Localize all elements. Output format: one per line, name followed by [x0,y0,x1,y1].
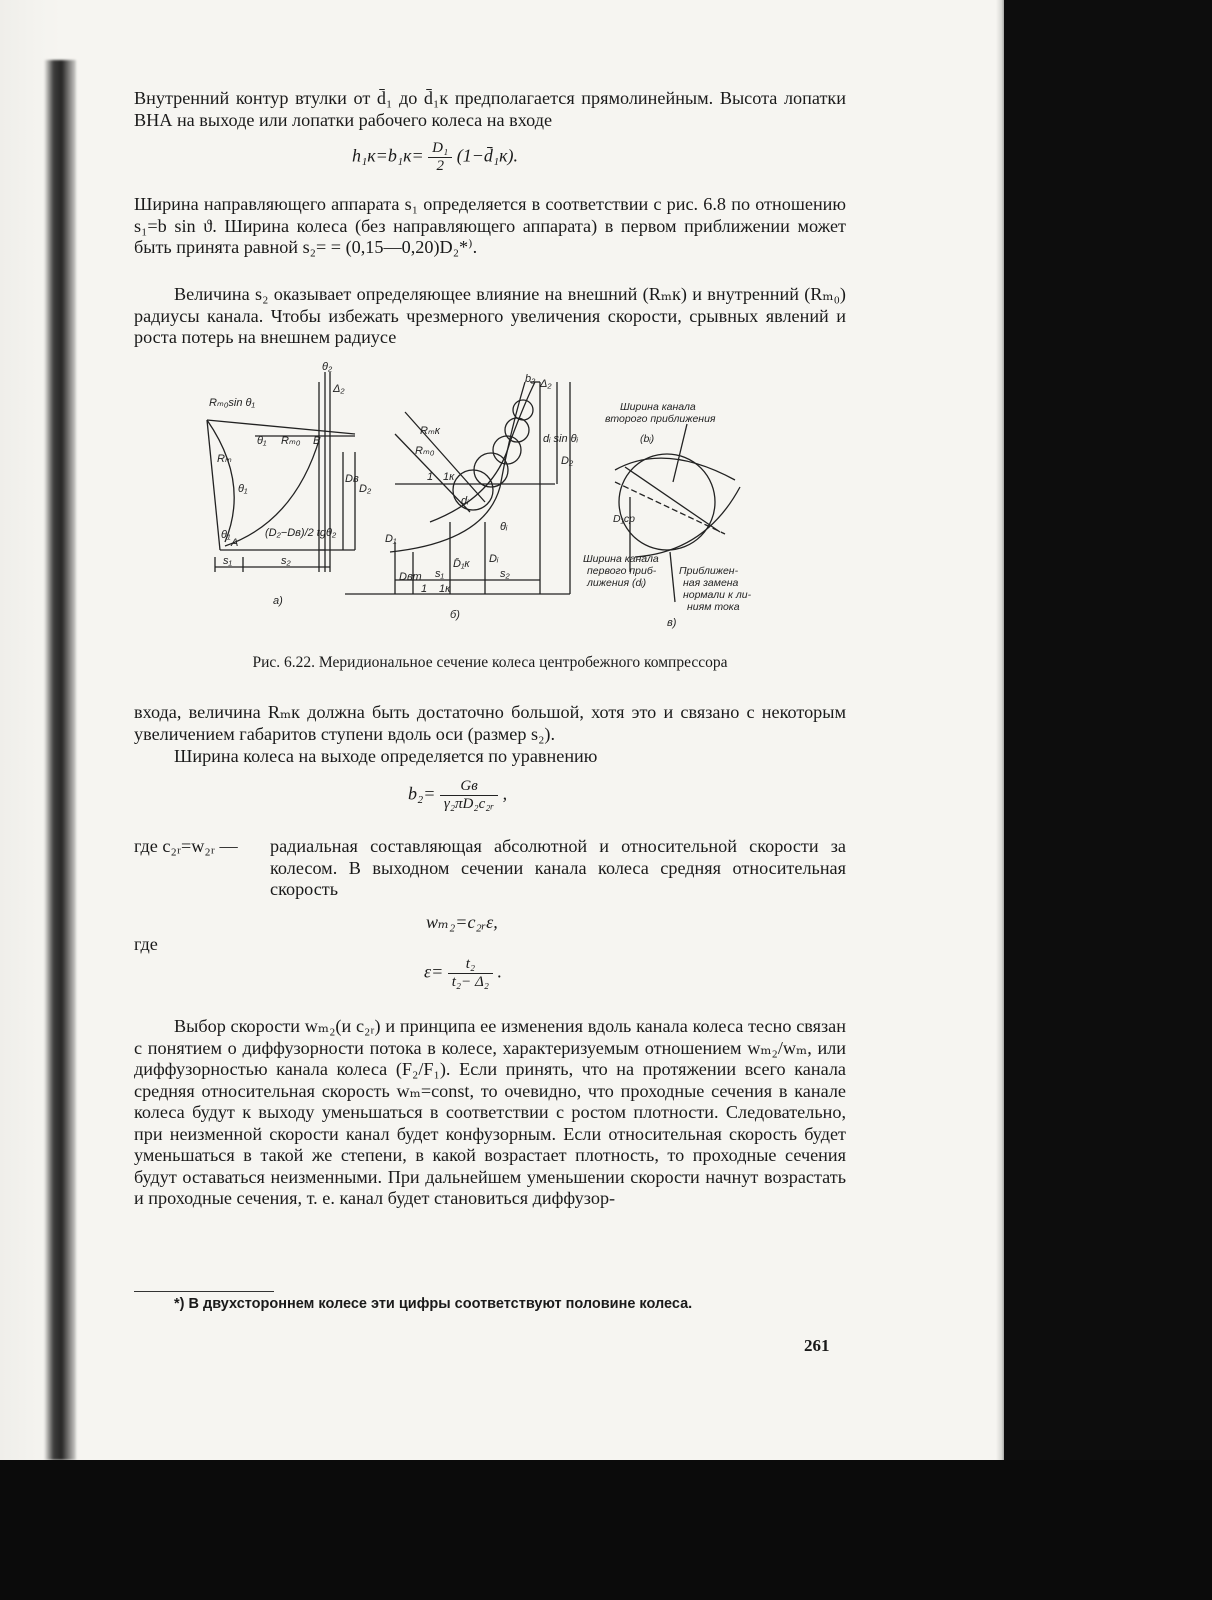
where-lead-2: где [134,934,158,954]
footnote-rule [134,1291,274,1292]
formula-outlet-width-fraction [440,778,498,813]
page-number: 261 [804,1336,830,1355]
scan-background-right [1004,0,1212,1600]
paragraph-2: Ширина направляющего аппарата s₁ определяется в соответствии с рис. 6.8 по отношению s₁=b sin ϑ. Ширина колеса (без направляющего аппарата) в первом приближении может быть принята равной s₂= = (0,15—0,20)D₂*⁾. [134,194,846,257]
fig-a-label-dv: Dв [345,473,359,485]
fig-b-label-dii: Dᵢ [489,553,499,565]
paragraph-5: Ширина колеса на выходе определяется по уравнению [174,746,598,766]
fig-b-label-1k: 1к [443,471,455,483]
formula-outlet-width-numerator: Gв [440,778,498,796]
fig-b-label-di: dᵢ [461,495,469,507]
formula-epsilon-lhs: ε= [424,961,444,982]
fig-b-label-d1: D₁ [385,533,397,545]
fig-a-label-theta2-top: θ₂ [322,362,333,373]
fig-b-label-1: 1 [427,471,434,483]
fig-a-label-s1: s₁ [223,555,232,567]
fig-b-label-delta2: Δ₂ [540,378,552,390]
fig-a-label-b: B [313,435,321,447]
fig-b-label-d1k: D̄₁к [453,558,470,570]
scan-background-bottom [0,1460,1212,1600]
fig-b-label-di-sin: dᵢ sin θᵢ [543,433,578,445]
fig-b-label-1k-bottom: 1к [439,583,451,595]
fig-b-label-thetai: θᵢ [500,521,508,533]
paragraph-6: Выбор скорости wₘ₂(и c₂ᵣ) и принципа ее изменения вдоль канала колеса тесно связан с понятием о диффузорности потока в колесе, характеризуемым отношением wₘ₂/wₘ, или диффузорностью канала колеса (F₂/F₁). Если принять, что на протяжении всего канала средняя относительная скорость wₘ=const, то очевидно, что проходные сечения в канале колеса будут к выходу уменьшаться в соответствии с ростом плотности. Следовательно, при неизменной скорости канал будет конфузорным. Если относительная скорость будет уменьшаться в такой же степени, в какой возрастает плотность, то проходные сечения будут оставаться неизменными. При дальнейшем уменьшении скорости начнут возрастать и проходные сечения, т. е. канал будет становиться диффузор- [134,1016,846,1208]
fig-a-label-tan: (D₂−Dв)/2 tgθ₂ [265,527,337,539]
fig-a-label-rm: Rₘ [217,453,232,465]
formula-height-lhs: h₁к=b₁к= [352,145,424,166]
fig-a-label-theta1-mid: θ₁ [238,483,248,495]
formula-outlet-width [408,778,507,813]
formula-height [352,140,518,175]
fig-a-label-rm0-sin: Rₘ₀sin θ₁ [209,397,255,409]
formula-epsilon-fraction [448,956,493,991]
paragraph-1: Внутренний контур втулки от d̄₁ до d̄₁к предполагается прямолинейным. Высота лопатки ВНА на выходе или лопатки рабочего колеса на входе [134,88,846,130]
where-lead-1: где c₂ᵣ=w₂ᵣ — [134,836,238,856]
fig-a-label-theta1-low: θ₁ [221,529,231,541]
formula-height-fraction [428,140,452,175]
fig-c-label-d1cp: D₁ср [613,513,635,525]
fig-b-label-b2: b₂ [525,373,536,385]
fig-c-label-right: Приближен- ная замена нормали к ли- ниям тока [679,565,752,613]
fig-c-label-top-var: (bᵢ) [640,433,655,445]
where-body-1: радиальная составляющая абсолютной и относительной скорости за колесом. В выходном сечении канала колеса средняя относительная скорость [270,836,846,899]
fig-a-label-theta1-top: θ₁ [257,435,267,447]
fig-b-label-d2: D₂ [561,455,574,467]
fig-b-label-s2: s₂ [500,568,510,580]
book-binding-shadow [44,60,76,1460]
figure-caption: Рис. 6.22. Меридиональное сечение колеса центробежного компрессора [252,654,728,671]
formula-outlet-width-denominator: γ₂πD₂c₂ᵣ [443,796,495,812]
fig-a-sublabel: а) [273,595,283,607]
formula-outlet-width-lhs: b₂= [408,783,436,804]
fig-c-sublabel: в) [667,617,677,629]
formula-outlet-width-rhs: , [502,783,508,804]
formula-mean-velocity: wₘ₂=c₂ᵣε, [426,912,498,932]
fig-a-label-d2: D₂ [359,483,372,495]
fig-c-label-top: Ширина канала второго приближения [605,401,716,425]
fig-c-label-left: Ширина канала первого приб- лижения (dᵢ) [583,553,659,589]
footnote: *) В двухстороннем колесе эти цифры соответствуют половине колеса. [174,1296,693,1312]
fig-b-label-s1: s₁ [435,568,444,580]
formula-height-rhs: (1−d̄₁к). [456,145,519,166]
formula-height-numerator: D₁ [428,140,452,158]
fig-a-label-s2: s₂ [281,555,291,567]
paragraph-4: входа, величина Rₘк должна быть достаточно большой, хотя это и связано с некоторым увеличением габаритов ступени вдоль оси (размер s₂). [134,702,846,744]
fig-b-label-rmk: Rₘк [420,425,440,437]
fig-a-label-a: A [231,537,239,549]
fig-b-label-rm0: Rₘ₀ [415,445,435,457]
formula-epsilon [424,956,502,991]
formula-epsilon-numerator: t₂ [448,956,493,974]
figure-6-22 [195,362,780,652]
paragraph-3: Величина s₂ оказывает определяющее влияние на внешний (Rₘк) и внутренний (Rₘ₀) радиусы канала. Чтобы избежать чрезмерного увеличения скорости, срывных явлений и роста потерь на внешнем радиусе [134,284,846,347]
fig-b-label-1-bottom: 1 [421,583,428,595]
fig-a-label-rm0: Rₘ₀ [281,435,301,447]
fig-b-sublabel: б) [450,609,460,621]
formula-epsilon-denominator: t₂− Δ₂ [451,974,490,990]
fig-b-label-dvt: Dвт [399,571,422,583]
formula-height-denominator: 2 [436,158,444,174]
formula-epsilon-rhs: . [497,961,503,982]
fig-a-label-delta2: Δ₂ [333,383,345,395]
